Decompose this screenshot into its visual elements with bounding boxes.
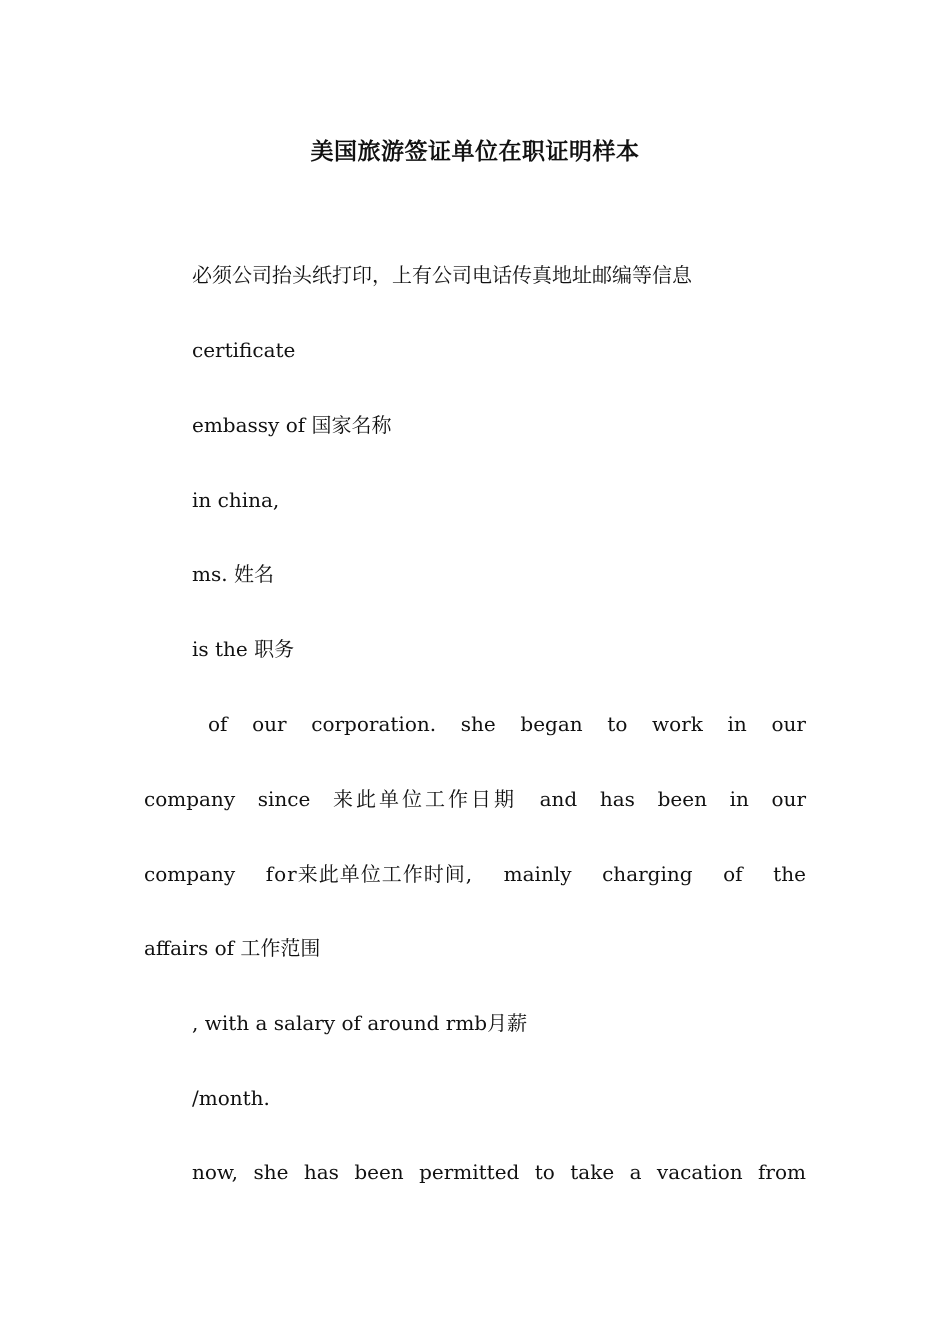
word: began	[520, 712, 583, 736]
body-line-1	[208, 704, 806, 744]
duration-placeholder: for来此单位工作时间,	[265, 862, 474, 886]
word: been	[354, 1160, 404, 1184]
word: has	[599, 787, 635, 811]
word: company	[144, 787, 236, 811]
addressee-embassy: embassy of 国家名称	[192, 413, 392, 437]
vacation-line	[192, 1152, 806, 1192]
word: in	[729, 787, 749, 811]
body-line-2	[144, 779, 806, 819]
word: of	[723, 862, 743, 886]
word: work	[652, 712, 703, 736]
salary-line: , with a salary of around rmb月薪	[192, 1011, 528, 1035]
word: our	[771, 787, 806, 811]
body-line-3	[144, 854, 806, 894]
addressee-location: in china,	[192, 488, 280, 512]
word: vacation	[656, 1160, 743, 1184]
word: been	[657, 787, 707, 811]
word: company	[144, 862, 236, 886]
word: mainly	[503, 862, 572, 886]
word: in	[727, 712, 747, 736]
word: to	[534, 1160, 555, 1184]
word: our	[252, 712, 287, 736]
word: she	[460, 712, 496, 736]
word: the	[773, 862, 806, 886]
start-date-placeholder: 来此单位工作日期	[332, 787, 517, 811]
word: charging	[602, 862, 693, 886]
employee-position-line: is the 职务	[192, 637, 295, 661]
word: now,	[192, 1160, 239, 1184]
word: take	[570, 1160, 615, 1184]
body-line-4: affairs of 工作范围	[144, 936, 321, 960]
word: a	[629, 1160, 642, 1184]
letterhead-note: 必须公司抬头纸打印，上有公司电话传真地址邮编等信息	[192, 263, 692, 287]
word: our	[771, 712, 806, 736]
word: permitted	[419, 1160, 520, 1184]
word: has	[303, 1160, 339, 1184]
word: to	[607, 712, 628, 736]
word: and	[539, 787, 578, 811]
word: she	[253, 1160, 289, 1184]
word: since	[257, 787, 311, 811]
employee-name-line: ms. 姓名	[192, 562, 274, 586]
word: corporation.	[311, 712, 437, 736]
word: from	[758, 1160, 806, 1184]
word: of	[208, 712, 228, 736]
document-title: 美国旅游签证单位在职证明样本	[310, 138, 640, 165]
salary-unit-line: /month.	[192, 1086, 270, 1110]
certificate-heading: certificate	[192, 338, 296, 362]
